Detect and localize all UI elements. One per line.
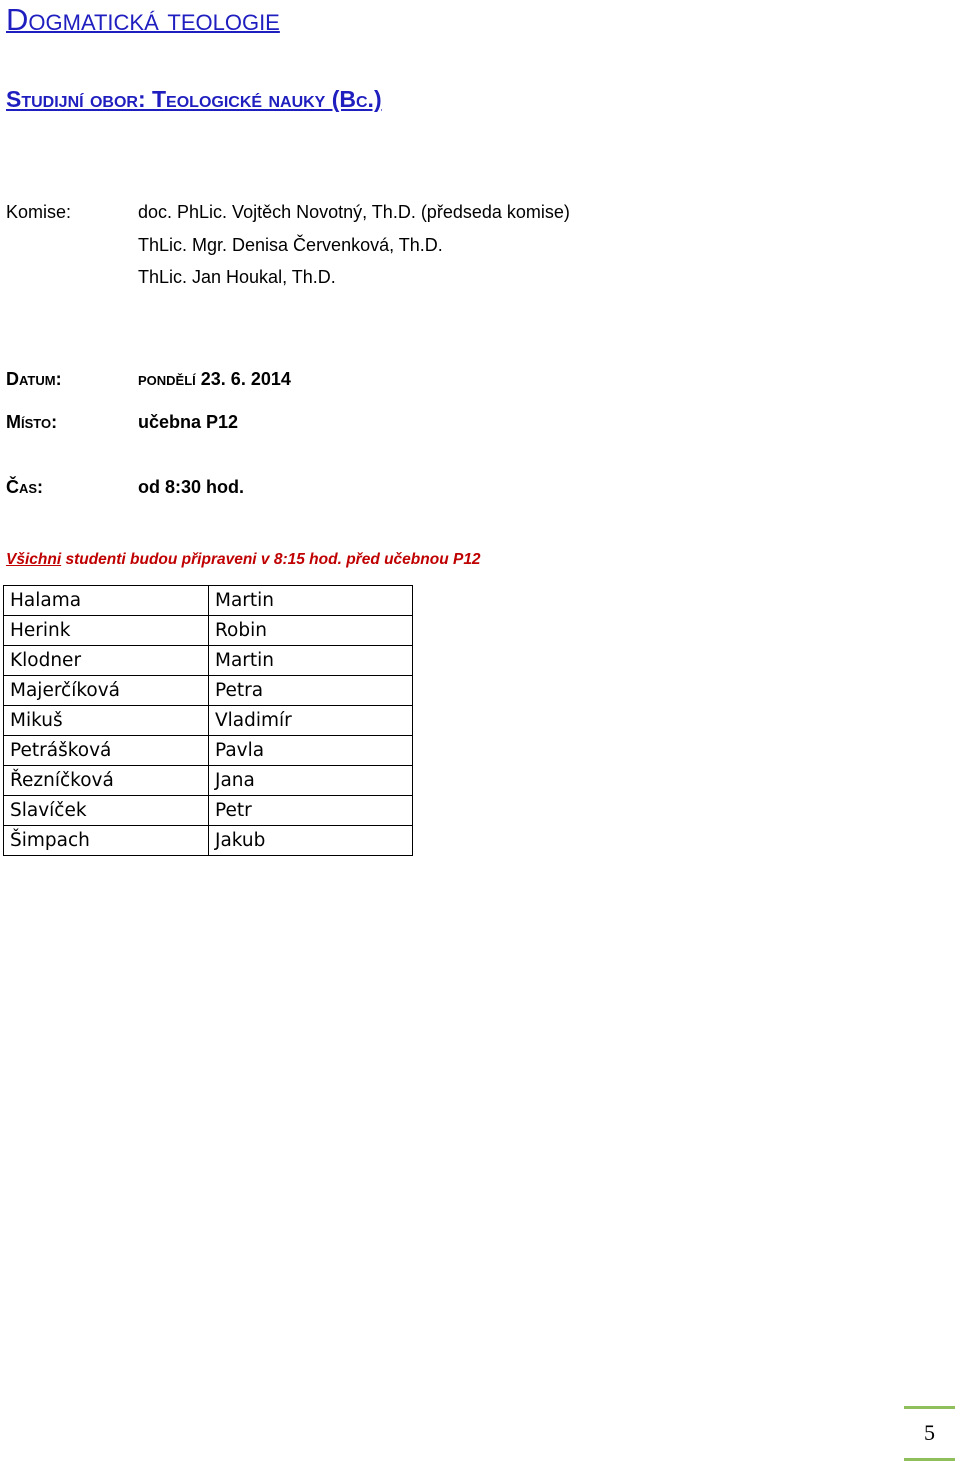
table-row [4, 676, 413, 706]
student-surname: Herink [4, 616, 209, 646]
page-title: Dogmatická teologie [6, 2, 280, 37]
table-row [4, 706, 413, 736]
student-first-name: Robin [209, 616, 413, 646]
table-row [4, 736, 413, 766]
table-row [4, 796, 413, 826]
note-emphasis: Všichni [6, 551, 62, 568]
place-value: učebna P12 [138, 412, 239, 432]
table-row [4, 616, 413, 646]
student-first-name: Vladimír [209, 706, 413, 736]
note-text: studenti budou připraveni v 8:15 hod. před učebnou P12 [61, 551, 481, 568]
student-surname: Šimpach [4, 826, 209, 856]
student-surname: Řezníčková [4, 766, 209, 796]
time-value: od 8:30 hod. [138, 477, 245, 497]
table-row [4, 766, 413, 796]
student-first-name: Martin [209, 586, 413, 616]
time-label: Čas: [6, 477, 44, 497]
student-surname: Petrášková [4, 736, 209, 766]
arrival-note [6, 551, 481, 569]
student-surname: Klodner [4, 646, 209, 676]
page-number: 5 [904, 1406, 955, 1457]
committee-member: ThLic. Mgr. Denisa Červenková, Th.D. [138, 235, 443, 255]
committee-label: Komise: [6, 202, 72, 222]
student-first-name: Petr [209, 796, 413, 826]
committee-member-chair: doc. PhLic. Vojtěch Novotný, Th.D. (předseda komise) [138, 202, 570, 222]
student-first-name: Martin [209, 646, 413, 676]
student-surname: Slavíček [4, 796, 209, 826]
date-value: pondělí 23. 6. 2014 [138, 369, 291, 389]
table-row [4, 586, 413, 616]
student-surname: Majerčíková [4, 676, 209, 706]
student-surname: Halama [4, 586, 209, 616]
student-first-name: Jana [209, 766, 413, 796]
table-row [4, 826, 413, 856]
study-program-heading: Studijní obor: Teologické nauky (Bc.) [6, 86, 382, 112]
table-row [4, 646, 413, 676]
student-first-name: Pavla [209, 736, 413, 766]
place-label: Místo: [6, 412, 58, 432]
student-surname: Mikuš [4, 706, 209, 736]
student-list-table [3, 585, 413, 856]
committee-member: ThLic. Jan Houkal, Th.D. [138, 267, 336, 287]
date-label: Datum: [6, 369, 62, 389]
student-first-name: Jakub [209, 826, 413, 856]
student-first-name: Petra [209, 676, 413, 706]
